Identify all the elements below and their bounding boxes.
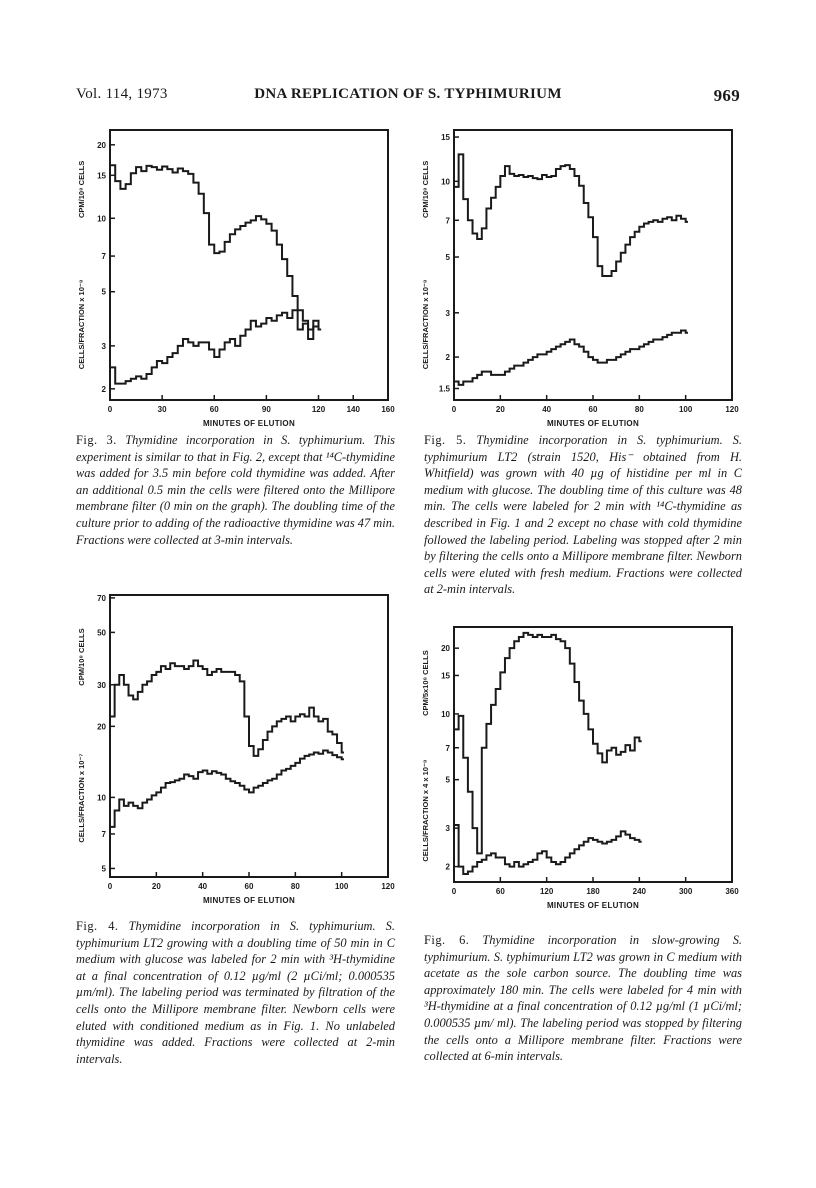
x-axis-label: MINUTES OF ELUTION [546, 419, 640, 428]
x-tick-label: 40 [542, 405, 552, 414]
y-tick-label: 20 [441, 644, 450, 654]
y-tick-label: 15 [441, 671, 450, 681]
y-tick-label: 3 [101, 341, 106, 351]
x-tick-label: 0 [451, 887, 457, 896]
y-axis-label-top: CPM/10⁸ CELLS [77, 160, 86, 219]
x-tick-label: 60 [244, 882, 254, 891]
x-tick-label: 60 [495, 887, 505, 896]
x-tick-label: 0 [107, 882, 113, 891]
y-axis-label-top: CPM/5x10⁸ CELLS [421, 650, 430, 716]
x-tick-label: 80 [634, 405, 644, 414]
y-tick-label: 10 [441, 709, 450, 719]
y-tick-label: 10 [97, 793, 106, 803]
y-axis-label-bottom: CELLS/FRACTION x 10⁻⁷ [77, 753, 86, 843]
y-tick-label: 3 [445, 824, 450, 834]
y-tick-label: 15 [441, 133, 450, 143]
x-tick-label: 180 [586, 887, 600, 896]
figure-3-caption-label: Fig. 3. [76, 433, 117, 447]
plot-frame [110, 130, 388, 400]
x-tick-label: 120 [539, 887, 554, 896]
figure-5-plot [410, 125, 740, 428]
y-tick-label: 5 [445, 775, 450, 785]
x-tick-label: 300 [678, 887, 693, 896]
y-tick-label: 7 [445, 743, 450, 753]
x-tick-label: 20 [495, 405, 505, 414]
figure-6-chart [410, 622, 740, 922]
x-tick-label: 120 [311, 405, 326, 414]
y-tick-label: 7 [445, 216, 450, 226]
series-line-cpm [110, 165, 321, 329]
x-tick-label: 60 [588, 405, 598, 414]
y-tick-label: 5 [101, 287, 106, 297]
x-tick-label: 100 [678, 405, 693, 414]
series-line-cells [110, 310, 321, 383]
x-tick-label: 30 [157, 405, 167, 414]
series-line-cpm [454, 154, 688, 276]
figure-5-caption [424, 432, 742, 598]
y-axis-label-bottom: CELLS/FRACTION x 4 x 10⁻⁸ [421, 759, 430, 862]
figure-6-caption [424, 932, 742, 1065]
series-line-cells [110, 750, 344, 826]
y-axis-label-bottom: CELLS/FRACTION x 10⁻⁸ [421, 279, 430, 370]
y-axis-label-top: CPM/10⁸ CELLS [421, 160, 430, 219]
figure-4-caption [76, 918, 395, 1067]
series-line-cells [454, 331, 688, 385]
y-tick-label: 70 [97, 593, 106, 603]
x-tick-label: 360 [725, 887, 739, 896]
y-tick-label: 20 [97, 722, 106, 732]
x-tick-label: 120 [725, 405, 739, 414]
figure-4-chart [66, 590, 396, 910]
figure-4-plot [66, 590, 396, 910]
y-tick-label: 50 [97, 628, 106, 638]
x-tick-label: 60 [209, 405, 219, 414]
y-tick-label: 10 [441, 177, 450, 187]
y-tick-label: 7 [101, 252, 106, 262]
figure-6-plot [410, 622, 740, 922]
y-tick-label: 5 [445, 253, 450, 263]
page-number: 969 [713, 86, 740, 105]
x-tick-label: 40 [198, 882, 208, 891]
x-axis-label: MINUTES OF ELUTION [202, 419, 296, 428]
x-tick-label: 100 [334, 882, 349, 891]
x-tick-label: 160 [381, 405, 395, 414]
figure-3-caption [76, 432, 395, 548]
running-head-volume: Vol. 114, 1973 [76, 86, 168, 102]
figure-5-chart [410, 125, 740, 428]
figure-4-caption-label: Fig. 4. [76, 919, 119, 933]
y-tick-label: 2 [445, 862, 450, 872]
y-tick-label: 10 [97, 214, 106, 224]
y-tick-label: 20 [97, 140, 106, 150]
x-tick-label: 80 [290, 882, 300, 891]
y-tick-label: 3 [445, 308, 450, 318]
x-tick-label: 240 [632, 887, 647, 896]
y-axis-label-top: CPM/10⁸ CELLS [77, 628, 86, 686]
series-line-cpm [454, 633, 642, 853]
x-tick-label: 0 [451, 405, 457, 414]
x-axis-label: MINUTES OF ELUTION [546, 901, 640, 910]
y-tick-label: 2 [101, 384, 106, 394]
x-tick-label: 0 [107, 405, 113, 414]
y-tick-label: 2 [445, 353, 450, 363]
y-axis-label-bottom: CELLS/FRACTION x 10⁻⁸ [77, 279, 86, 370]
y-tick-label: 1.5 [438, 384, 450, 394]
figure-3-plot [66, 125, 396, 428]
figure-4-caption-text: Thymidine incorporation in S. typhimurium. S. typhimurium LT2 growing with a doubling time of 50 min in C medium with glucose was labeled for 2 min with ³H-thymidine at a final concentration of 0.12 µg/ml (2 µCi/ml; 0.000535 µm/ml). The labeling period was terminated by filtration of the cells onto the Millipore membrane filter. Newborn cells were eluted with conditioned medium as in Fig. 1. No unlabeled thymidine was added. Fractions were collected at 2-min intervals. [76, 919, 395, 1066]
figure-6-caption-text: Thymidine incorporation in slow-growing S. typhimurium. S. typhimurium LT2 was grown in C medium with acetate as the sole carbon source. The doubling time was approximately 180 min. The cells were labeled for 4 min with ³H-thymidine at a final concentration of 0.12 µg/ml (1 µCi/ml; 0.000535 µm/ ml). The labeling period was stopped by filtering the cells onto a Millipore membrane filter. Fractions were collected at 6-min intervals. [424, 933, 742, 1064]
y-tick-label: 5 [101, 864, 106, 874]
series-line-cpm [110, 661, 344, 756]
y-tick-label: 15 [97, 171, 106, 181]
figure-6-caption-label: Fig. 6. [424, 933, 470, 947]
x-tick-label: 20 [151, 882, 161, 891]
running-head-title: DNA REPLICATION OF S. TYPHIMURIUM [254, 86, 562, 102]
y-tick-label: 30 [97, 680, 106, 690]
x-tick-label: 140 [346, 405, 360, 414]
y-tick-label: 7 [101, 829, 106, 839]
x-tick-label: 90 [261, 405, 271, 414]
figure-3-chart [66, 125, 396, 428]
plot-frame [454, 627, 732, 882]
figure-5-caption-text: Thymidine incorporation in S. typhimurium. S. typhimurium LT2 (strain 1520, His⁻ obtained from H. Whitfield) was grown with 40 µg of histidine per ml in C medium with glucose. The doubling time of this culture was 48 min. The cells were labeled for 2 min with ¹⁴C-thymidine as described in Fig. 1 and 2 except no chase with cold thymidine followed the labeling period. Labeling was stopped after 2 min by filtering the cells onto a Millipore membrane filter. Newborn cells were eluted with fresh medium. Fractions were collected at 2-min intervals. [424, 433, 742, 597]
x-tick-label: 120 [381, 882, 395, 891]
figure-3-caption-text: Thymidine incorporation in S. typhimurium. This experiment is similar to that in Fig. 2, except that ¹⁴C-thymidine was added for 3.5 min before cold thymidine was added. After an additional 0.5 min the cells were filtered onto the Millipore membrane filter (0 min on the graph). The doubling time of the culture prior to adding of the radioactive thymidine was 47 min. Fractions were collected at 3-min intervals. [76, 433, 395, 547]
figure-5-caption-label: Fig. 5. [424, 433, 467, 447]
x-axis-label: MINUTES OF ELUTION [202, 896, 296, 905]
